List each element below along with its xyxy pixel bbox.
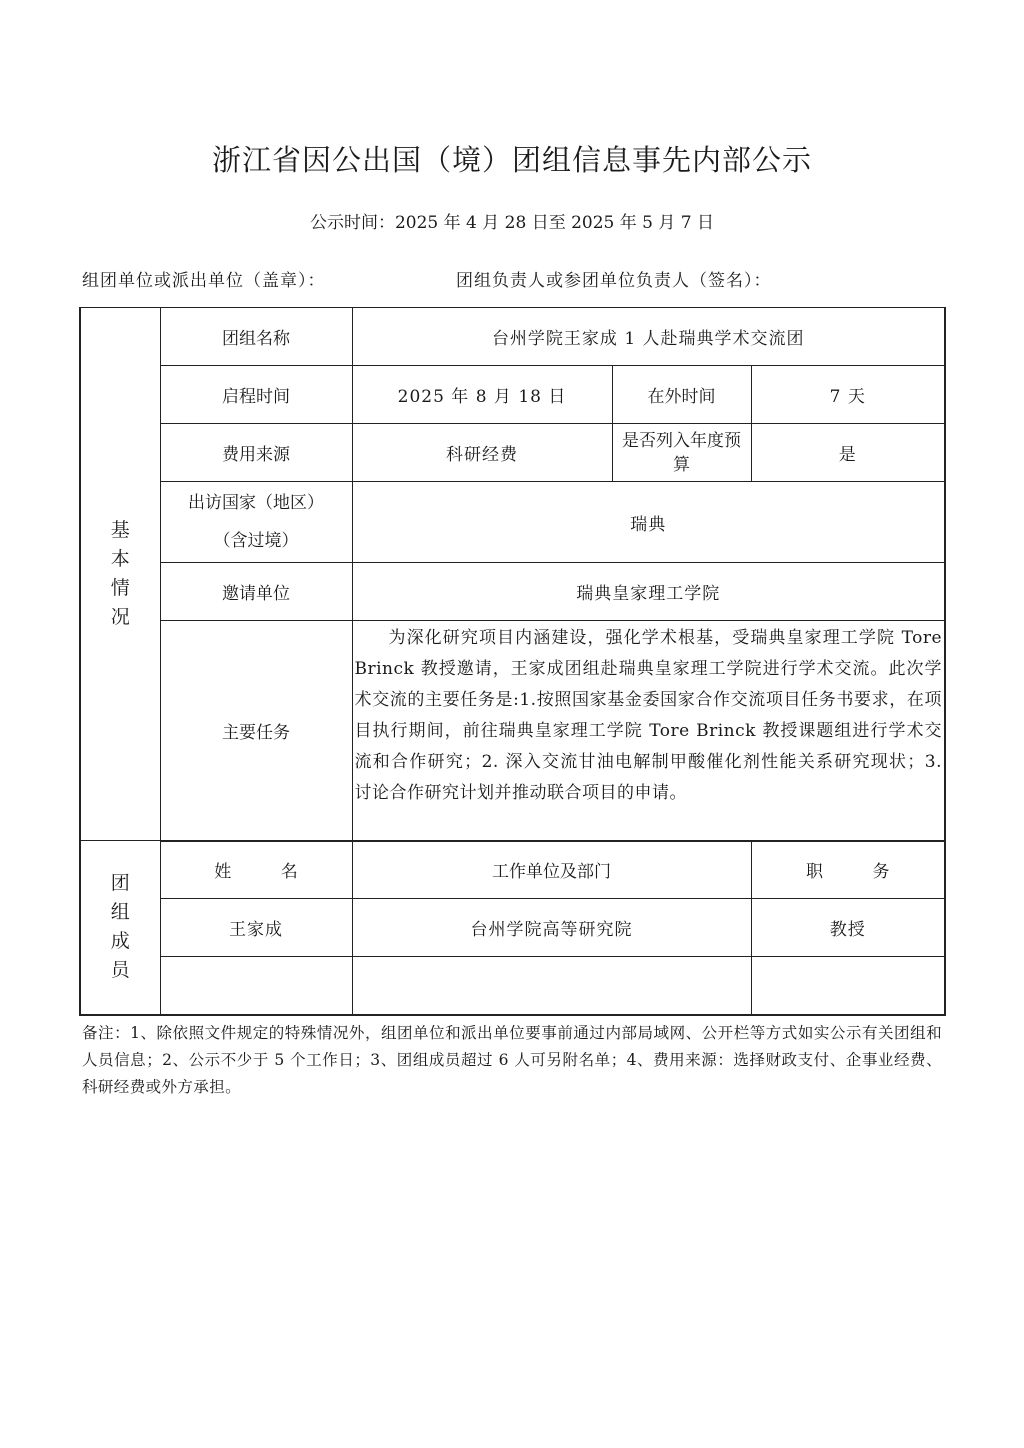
country-label-line-1: 出访国家（地区） — [188, 493, 324, 513]
task-cell — [352, 621, 945, 841]
budget-value: 是 — [751, 424, 945, 482]
table-row — [80, 482, 945, 563]
table-row — [80, 841, 945, 899]
fund-label: 费用来源 — [160, 424, 352, 482]
organizing-unit-seal-label: 组团单位或派出单位（盖章）： — [82, 271, 326, 291]
table-row — [80, 563, 945, 621]
country-value: 瑞典 — [352, 482, 945, 563]
country-label-line-2: （含过境） — [213, 531, 299, 551]
member-unit — [352, 957, 751, 1015]
col-name-header-text: 姓 名 — [214, 862, 320, 883]
member-name: 王家成 — [160, 899, 352, 957]
task-text: 为深化研究项目内涵建设，强化学术根基，受瑞典皇家理工学院 Tore Brinck 教授邀请，王家成团组赴瑞典皇家理工学院进行学术交流。此次学术交流的主要任务是:1.按照国家基金委国家合作交流项目任务书要求，在项目执行期间，前往瑞典皇家理工学院 Tore Brinck 教授课题组进行学术交流和合作研究；2. 深入交流甘油电解制甲酸催化剂性能关系研究现状；3. 讨论合作研究计划并推动联合项目的申请。 — [354, 628, 943, 803]
col-unit-header: 工作单位及部门 — [352, 841, 751, 899]
task-label: 主要任务 — [160, 621, 352, 841]
col-title-header-text: 职 务 — [806, 862, 912, 883]
member-unit: 台州学院高等研究院 — [352, 899, 751, 957]
publicity-period: 公示时间：2025 年 4 月 28 日至 2025 年 5 月 7 日 — [309, 213, 715, 233]
basic-section-label: 基本情况 — [110, 519, 130, 628]
members-section-label: 团组成员 — [110, 872, 130, 982]
group-name-value: 台州学院王家成 1 人赴瑞典学术交流团 — [352, 308, 945, 366]
col-name-header — [160, 841, 352, 899]
footnote: 备注：1、除依照文件规定的特殊情况外，组团单位和派出单位要事前通过内部局域网、公开栏等方式如实公示有关团组和人员信息；2、公示不少于 5 个工作日；3、团组成员超过 6 人可另附名单；4、费用来源：选择财政支付、企事业经费、科研经费或外方承担。 — [82, 1024, 942, 1096]
member-title: 教授 — [751, 899, 945, 957]
col-title-header — [751, 841, 945, 899]
fund-value: 科研经费 — [352, 424, 612, 482]
depart-label: 启程时间 — [160, 366, 352, 424]
duration-label: 在外时间 — [612, 366, 751, 424]
table-row — [80, 308, 945, 366]
inviter-value: 瑞典皇家理工学院 — [352, 563, 945, 621]
inviter-label: 邀请单位 — [160, 563, 352, 621]
table-row — [80, 957, 945, 1015]
leader-signature-label: 团组负责人或参团单位负责人（签名）： — [456, 271, 772, 291]
group-name-label: 团组名称 — [160, 308, 352, 366]
member-title — [751, 957, 945, 1015]
basic-section-cell — [80, 308, 160, 841]
info-table — [79, 307, 946, 1016]
table-row — [80, 899, 945, 957]
table-row — [80, 366, 945, 424]
country-label — [160, 482, 352, 563]
table-row — [80, 424, 945, 482]
table-row — [80, 621, 945, 841]
member-name — [160, 957, 352, 1015]
budget-label: 是否列入年度预算 — [612, 424, 751, 482]
members-section-cell — [80, 841, 160, 1015]
depart-value: 2025 年 8 月 18 日 — [352, 366, 612, 424]
duration-value: 7 天 — [751, 366, 945, 424]
page-title: 浙江省因公出国（境）团组信息事先内部公示 — [211, 143, 812, 177]
